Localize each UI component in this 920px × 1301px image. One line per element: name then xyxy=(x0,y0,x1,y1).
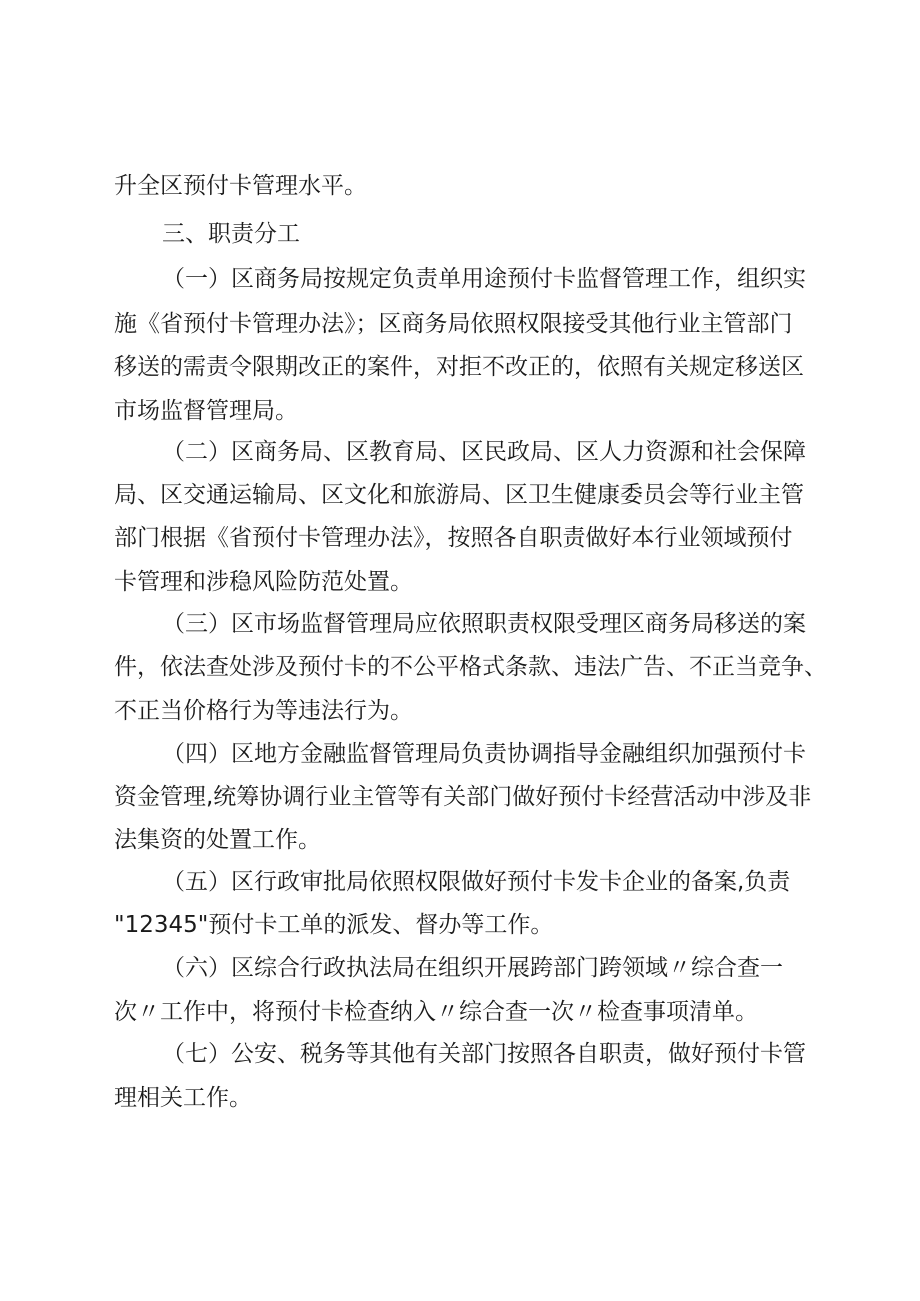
item-1-line-1: （一）区商务局按规定负责单用途预付卡监督管理工作，组织实 xyxy=(162,266,806,292)
item-5-line-2: "12345"预付卡工单的派发、督办等工作。 xyxy=(114,912,554,938)
item-1-line-2: 施《省预付卡管理办法》；区商务局依照权限接受其他行业主管部门 xyxy=(114,311,793,337)
item-1-line-3: 移送的需责令限期改正的案件，对拒不改正的，依照有关规定移送区 xyxy=(114,354,804,380)
item-7-line-1: （七）公安、税务等其他有关部门按照各自职责，做好预付卡管 xyxy=(162,1041,806,1067)
item-6-line-1: （六）区综合行政执法局在组织开展跨部门跨领域〃综合查一 xyxy=(162,955,783,981)
item-4-line-3: 法集资的处置工作。 xyxy=(114,827,321,853)
item-1-line-4: 市场监督管理局。 xyxy=(114,398,298,424)
item-2-line-1: （二）区商务局、区教育局、区民政局、区人力资源和社会保障 xyxy=(162,439,806,465)
item-2-line-4: 卡管理和涉稳风险防范处置。 xyxy=(114,569,413,595)
item-2-line-3: 部门根据《省预付卡管理办法》，按照各自职责做好本行业领域预付 xyxy=(114,525,793,551)
item-3-line-2: 件，依法查处涉及预付卡的不公平格式条款、违法广告、不正当竞争、 xyxy=(114,654,827,680)
item-5-line-1: （五）区行政审批局依照权限做好预付卡发卡企业的备案,负责 xyxy=(162,869,791,895)
item-3-line-1: （三）区市场监督管理局应依照职责权限受理区商务局移送的案 xyxy=(162,611,806,637)
item-6-line-2: 次〃工作中，将预付卡检查纳入〃综合查一次〃检查事项清单。 xyxy=(114,999,758,1025)
item-4-line-1: （四）区地方金融监督管理局负责协调指导金融组织加强预付卡 xyxy=(162,741,806,767)
item-3-line-3: 不正当价格行为等违法行为。 xyxy=(114,698,413,724)
item-2-line-2: 局、区交通运输局、区文化和旅游局、区卫生健康委员会等行业主管 xyxy=(114,482,804,508)
item-7-line-2: 理相关工作。 xyxy=(114,1085,252,1111)
item-4-line-2: 资金管理,统筹协调行业主管等有关部门做好预付卡经营活动中涉及非 xyxy=(114,784,812,810)
section-heading: 三、职责分工 xyxy=(162,221,300,247)
paragraph-continuation-line: 升全区预付卡管理水平。 xyxy=(114,173,367,199)
